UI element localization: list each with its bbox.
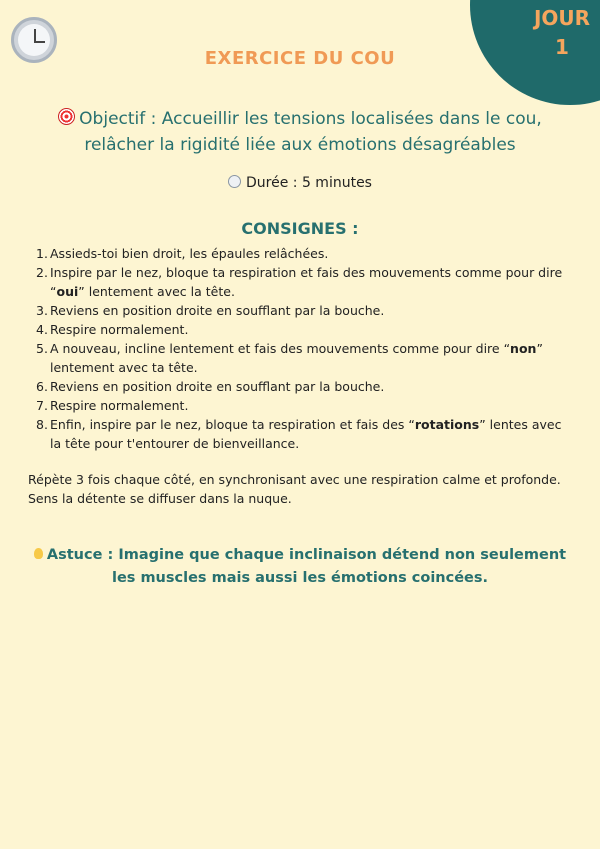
list-item-text: Reviens en position droite en soufflant par la bouche. bbox=[50, 303, 385, 318]
list-item-number: 3. bbox=[36, 303, 48, 318]
closing-paragraph: Répète 3 fois chaque côté, en synchronisant avec une respiration calme et profonde. Sens la détente se diffuser dans la nuque. bbox=[28, 472, 561, 506]
list-item-text: ” lentement avec ta tête. bbox=[50, 341, 543, 375]
list-item bbox=[28, 244, 570, 263]
instructions-title: CONSIGNES : bbox=[241, 219, 359, 238]
list-item bbox=[28, 415, 570, 453]
list-item-number: 2. bbox=[36, 265, 48, 280]
list-item bbox=[28, 339, 570, 377]
list-item-number: 1. bbox=[36, 246, 48, 261]
list-item bbox=[28, 263, 570, 301]
lightbulb-icon bbox=[34, 548, 43, 559]
list-item bbox=[28, 301, 570, 320]
tip-text: Astuce : Imagine que chaque inclinaison détend non seulement les muscles mais aussi les émotions coincées. bbox=[46, 547, 567, 586]
list-item-text: Reviens en position droite en soufflant par la bouche. bbox=[50, 379, 385, 394]
duration-text: Durée : 5 minutes bbox=[246, 175, 372, 191]
duration bbox=[0, 175, 600, 191]
list-item-number: 4. bbox=[36, 322, 48, 337]
list-item-number: 6. bbox=[36, 379, 48, 394]
list-item-text: Respire normalement. bbox=[50, 322, 189, 337]
list-item-emphasis: rotations bbox=[414, 417, 480, 432]
objective bbox=[40, 106, 560, 158]
list-item-text: A nouveau, incline lentement et fais des mouvements comme pour dire “ bbox=[50, 341, 511, 356]
list-item-number: 8. bbox=[36, 417, 48, 432]
list-item-text: Inspire par le nez, bloque ta respiration et fais des mouvements comme pour dire “ bbox=[50, 265, 563, 299]
list-item-text: ” lentement avec la tête. bbox=[78, 284, 235, 299]
list-item-number: 7. bbox=[36, 398, 48, 413]
list-item-text: Respire normalement. bbox=[50, 398, 189, 413]
list-item-text: Assieds-toi bien droit, les épaules relâchées. bbox=[50, 246, 329, 261]
list-item-number: 5. bbox=[36, 341, 48, 356]
list-item-emphasis: non bbox=[510, 341, 537, 356]
list-item bbox=[28, 396, 570, 415]
clock-icon bbox=[228, 175, 241, 188]
tip bbox=[30, 544, 570, 590]
instructions-list bbox=[28, 244, 570, 453]
day-badge-number: 1 bbox=[555, 35, 569, 59]
list-item bbox=[28, 320, 570, 339]
objective-text: Objectif : Accueillir les tensions localisées dans le cou, relâcher la rigidité liée aux émotions désagréables bbox=[79, 109, 542, 155]
list-item-emphasis: oui bbox=[56, 284, 79, 299]
target-icon bbox=[58, 108, 75, 125]
list-item bbox=[28, 377, 570, 396]
page-title: EXERCICE DU COU bbox=[204, 48, 396, 69]
list-item-text: Enfin, inspire par le nez, bloque ta respiration et fais des “ bbox=[50, 417, 415, 432]
list-item-text: ” lentes avec la tête pour t'entourer de bienveillance. bbox=[50, 417, 562, 451]
day-badge-label: JOUR bbox=[533, 6, 591, 30]
